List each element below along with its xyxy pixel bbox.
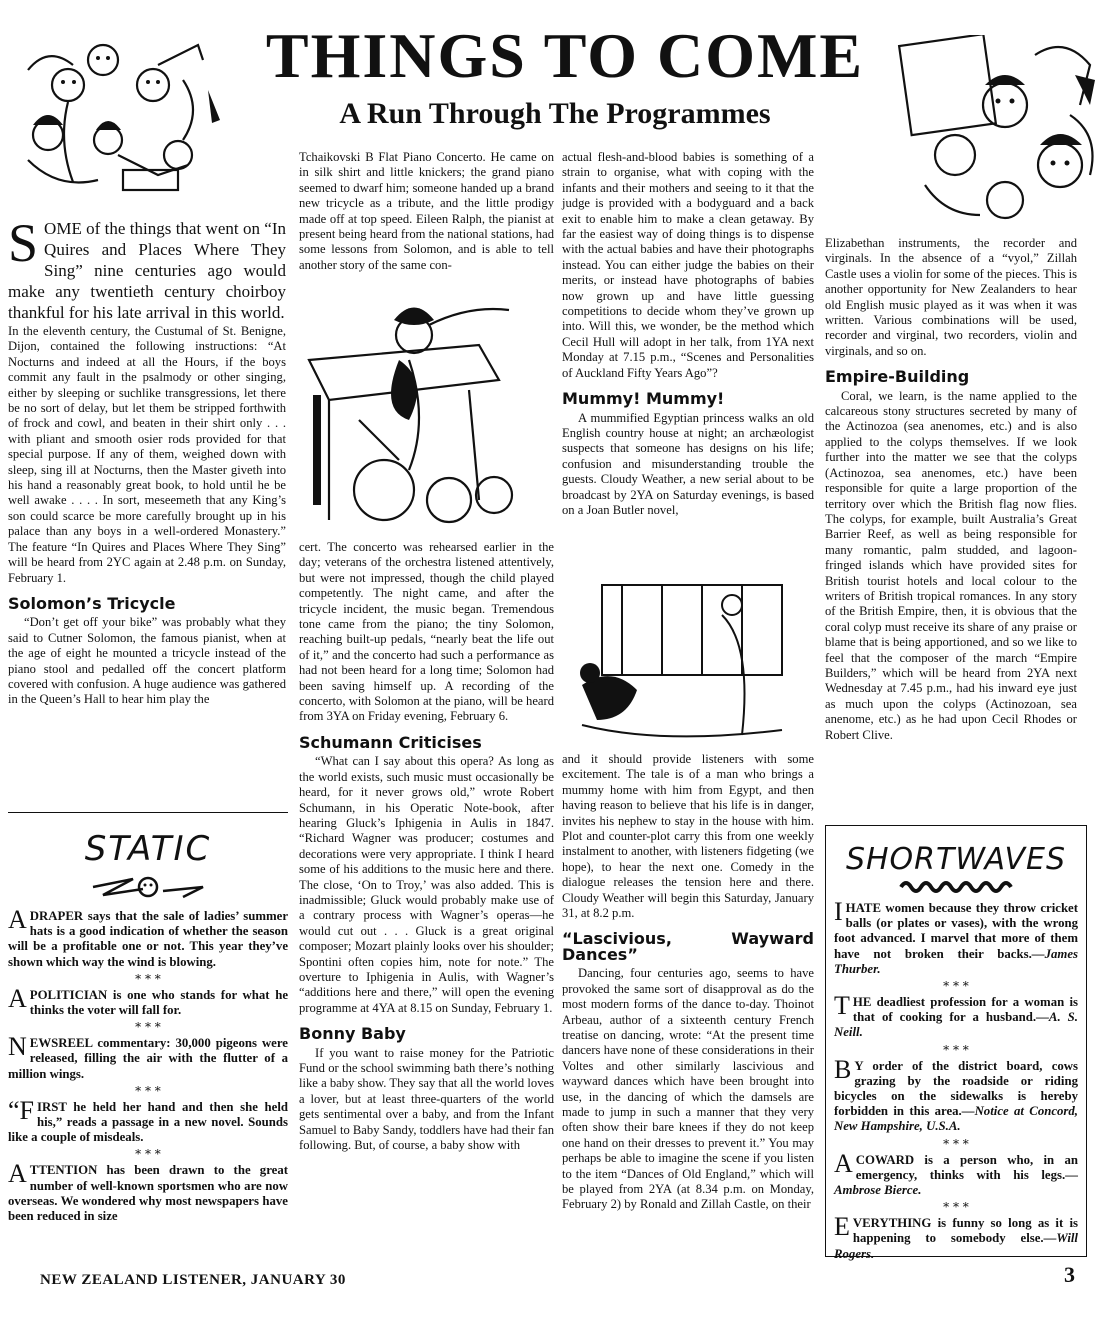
shortwaves-item xyxy=(834,991,1078,1041)
shortwaves-item xyxy=(834,1054,1079,1135)
bonny-baby-paragraph: If you want to raise money for the Patriotic Fund or the school swimming bath there’s nothing like a baby show. They say that all the world loves a lover, but at least three-quarters of the world gets sentimental over a baby, and from the Infant Samuel to Baby Sandy, toddlers have had their fan following. But, of course, a baby show with xyxy=(299,1045,554,1153)
shortwaves-item-attribution: —Ambrose Bierce. xyxy=(834,1167,1078,1198)
drop-cap: S xyxy=(8,213,39,273)
page-subtitle: A Run Through The Programmes xyxy=(339,97,771,130)
shortwaves-item-text: HE deadliest profession for a woman is that of cooking for a husband. xyxy=(852,995,1078,1025)
shortwaves-item-text: HATE women because they throw cricket balls (or plates or vases), with the wrong foot advanced. I marvel that more of them have not broken their backs. xyxy=(834,901,1078,961)
custumal-paragraph: In the eleventh century, the Custumal of St. Benigne, Dijon, contained the following instructions: “At Nocturns and indeed at all the Hours, if the boys commit any fault in the psalmody or other singing, either by sleeping or suchlike transgressions, let there be no sort of delay, but let them be stripped forthwith of frock and cowl, and beaten in their shirt only . . . with pliant and smooth osier rods provided for that special purpose. If any of them, weighed down with sleep, sing ill at Nocturns, then the Master giveth into his hand a reasonably great book, to hold until he be well awake . . . . In sort, meseemeth that any King’s son could scarce be more carefully brought up in his palace than any boys in a well-ordered Monastery.” The feature “In Quires and Places Where They Sing” will be heard from 2YC again at 2.48 p.m. on Sunday, February 1. xyxy=(8,324,286,585)
shortwaves-item-attribution: —James Thurber. xyxy=(834,946,1078,976)
shortwaves-item-text: VERYTHING is funny so long as it is happening to somebody else. xyxy=(852,1216,1078,1246)
shortwaves-item-initial: A xyxy=(834,1148,853,1178)
static-item xyxy=(8,1032,288,1082)
shortwaves-item-initial: I xyxy=(834,897,843,926)
static-separator: * * * xyxy=(135,1147,161,1162)
dances-paragraph: Dancing, four centuries ago, seems to have provoked the same sort of disapproval as do the most modern forms of the dance to-day. Thoinot Arbeau, author of a sixteenth century French treatise on dancing, wrote: “At the present time dancers have none of these considerations in their Voltes and other similarly lascivious and wayward dances which have been brought into use, in the dancing of which the damsels are made to jump in such a manner that they very often show their bare knees if they do not keep one hand on their dresses to prevent it.” You may perhaps be able to imagine the scene if you listen to the item “Dances of Old England,” which will be played from 2YA (at 8.34 p.m. on Monday, February 2) by Ronald and Zillah Castle, on their xyxy=(562,966,814,1212)
static-item-text: EWSREEL commentary: 30,000 pigeons were released, filling the air with the flutter of a million wings. xyxy=(8,1036,288,1081)
shortwaves-item-initial: B xyxy=(834,1054,852,1084)
static-item-text: IRST he held her hand and then she held his,” reads a passage in a new novel. Sounds like a couple of misdeals. xyxy=(8,1099,288,1145)
musicians-illustration xyxy=(8,30,233,195)
static-separator: * * * xyxy=(135,1083,161,1098)
mummy-illustration xyxy=(562,575,814,747)
shortwaves-items xyxy=(826,897,1086,1262)
static-item xyxy=(8,1095,288,1146)
shortwaves-separator: * * * xyxy=(943,1042,969,1057)
shortwaves-item-initial: E xyxy=(834,1212,850,1242)
static-item xyxy=(8,1159,288,1224)
page-number: 3 xyxy=(1064,1262,1075,1287)
instruments-paragraph: Elizabethan instruments, the recorder and virginals. In the absence of a “vyol,” Zillah Castle uses a violin for some of the pieces. This is another opportunity for New Zealanders to hear old English music played as it was when it was written. Various combinations will be used, recorder and virginal, two recorders, violin and virginals, and so on. xyxy=(825,236,1077,358)
solomon-paragraph: “Don’t get off your bike” was probably what they said to Cutner Solomon, the famous pianist, when at the age of eight he mounted a tricycle instead of the piano stool and pedalled off the concert platform covered with confusion. A huge audience was gathered in the Queen’s Hall to hear him play the xyxy=(8,615,286,707)
static-item-text: TTENTION has been drawn to the great number of well-known sportsmen who are now overseas. We wondered why most newspapers have been reduced in size xyxy=(8,1163,288,1224)
column-3-bottom xyxy=(562,752,814,1213)
publication-footer: NEW ZEALAND LISTENER, JANUARY 30 xyxy=(40,1272,346,1288)
empire-heading: Empire-Building xyxy=(825,367,970,387)
shortwaves-item-attribution: —Notice at Concord, New Hampshire, U.S.A. xyxy=(834,1104,1079,1134)
static-separator: * * * xyxy=(135,1020,161,1035)
shortwaves-box xyxy=(825,825,1087,1261)
static-item-text: POLITICIAN is one who stands for what he thinks the voter will fall for. xyxy=(29,987,288,1018)
static-item xyxy=(8,983,288,1018)
babies-paragraph: actual flesh-and-blood babies is something of a strain to organise, what with coping with the infants and their mothers and seeing to it that the judge is provided with a bodyguard and a back exit to enable him to make a clean getaway. By far the easiest way of doing things is to dispense with the actual babies and have their photographs instead. You can either judge the babies on their merits, or instead have photographs of babies now grown up and have little guessing competitions to decide whom they’ve grown up into. Will this, we wonder, be the method which Cecil Hull will adopt in her talk, from 1YA next Monday at 7.15 p.m., “Scenes and Personalities of Auckland Fifty Years Ago”? xyxy=(562,150,814,380)
shortwaves-separator: * * * xyxy=(943,979,969,994)
bonny-baby-heading: Bonny Baby xyxy=(299,1024,406,1044)
shortwaves-item-attribution: —A. S. Neill. xyxy=(834,1010,1078,1040)
pianist-illustration xyxy=(299,300,554,535)
static-item xyxy=(8,905,288,970)
static-logo xyxy=(8,869,288,907)
page-title: THINGS TO COME xyxy=(265,20,865,91)
faces-illustration xyxy=(885,35,1110,230)
shortwaves-item-text: Y order of the district board, cows grazing by the roadside or riding bicycles on the sidewalks is hereby forbidden in this area. xyxy=(834,1058,1078,1119)
shortwaves-title: SHORTWAVES xyxy=(845,842,1067,877)
shortwaves-separator: * * * xyxy=(943,1200,969,1215)
shortwaves-item-initial: T xyxy=(834,991,850,1021)
static-item-text: DRAPER says that the sale of ladies’ summer hats is a good indication of whether the season will be a profitable one or not. This year they’ve shown which way the wind is blowing. xyxy=(8,909,288,969)
static-item-initial: N xyxy=(8,1032,27,1062)
tchaikovski-paragraph: Tchaikovski B Flat Piano Concerto. He came on in silk shirt and little knickers; the grand piano seemed to dwarf him; someone handed up a brand new tricycle as a tribute, and the little prodigy made off at top speed. Eileen Ralph, the pianist at present being heard from the national stations, had some lessons from Solomon, and is able to tell another story of the same con- xyxy=(299,150,554,272)
column-3-top xyxy=(562,150,814,518)
mummy-paragraph: A mummified Egyptian princess walks an old English country house at night; an archæologist suspects that someone has designs on his life; confusion and misunderstanding trouble the guests. Cloudy Weather, a new serial about to be broadcast by 2YA on Saturday evenings, is based on a Joan Butler novel, xyxy=(562,410,814,517)
column-2-middle xyxy=(299,540,554,1153)
solomon-heading: Solomon’s Tricycle xyxy=(8,593,176,613)
column-4 xyxy=(825,236,1077,743)
column-1 xyxy=(8,213,286,708)
static-title: STATIC xyxy=(84,829,212,869)
static-items xyxy=(8,905,288,1224)
static-item-initial: A xyxy=(8,1159,27,1189)
static-box xyxy=(8,812,288,1233)
shortwaves-item xyxy=(834,1212,1078,1262)
wave-icon xyxy=(826,877,1086,899)
dances-heading: “Lascivious, Wayward Dances” xyxy=(562,929,814,964)
lead-paragraph: OME of the things that went on “In Quires and Places Where They Sing” nine centuries ago would make any twentieth century choirboy thankful for his late arrival in this world. xyxy=(8,219,286,322)
concert-paragraph: cert. The concerto was rehearsed earlier in the day; veterans of the orchestra listened attentively, but were not impressed, though the child played competently. The night came, and after the tricycle incident, the music began. Tremendous tone came from the piano; the tiny Solomon, reaching built-up pedals, “nearly beat the life out of it,” and the concerto had such a performance as had not been heard for a long time; Solomon had been saving himself up. A recording of the concerto, with Solomon at the piano, will be heard from 3YA on Friday evening, February 6. xyxy=(299,540,554,724)
static-item-initial: “F xyxy=(8,1095,34,1125)
schumann-paragraph: “What can I say about this opera? As long as the world exists, such music must occasionally be heard, for it never grows old,” wrote Robert Schumann, in his Operatic Note-book, after hearing Gluck’s Iphigenia in Aulis in 1847. “Richard Wagner was producer; costumes and decorations were very appropriate. I think I heard some of his additions to the music here and there. The close, ‘On to Troy,’ was also added. This is inadmissible; Gluck would probably make use of a contrary process with Wagner’s operas—he would cut out . . . Gluck is a great original composer; Mozart plainly looks over his shoulder; Spontini often copies him, note for note.” The overture to Iphigenia in Aulis, with Wagner’s “additions here and there,” will open the evening programme at 4YA at 8.15 on Sunday, February 1. xyxy=(299,754,554,1015)
static-item-initial: A xyxy=(8,983,27,1013)
shortwaves-item xyxy=(834,897,1078,977)
column-2-top xyxy=(299,150,554,273)
mummy-continued-paragraph: and it should provide listeners with some excitement. The tale is of a man who brings a mummy home with him from Egypt, and then having reason to believe that his life is in danger, invites his nephew to stay in the house with him. Plot and counter-plot carry this from one weekly instalment to another, with listeners fidgeting (we hope), to hear the next one. Comedy in the dialogue releases the tension here and there. Cloudy Weather will begin this Saturday, January 31, at 8.2 p.m. xyxy=(562,752,814,921)
schumann-heading: Schumann Criticises xyxy=(299,732,482,752)
empire-paragraph: Coral, we learn, is the name applied to the calcareous stony structures secreted by many of the Actinozoa (sea anenomes, etc.) and is also applied to the colyps themselves. If we look further into the matter we see that the colyps (Actinozoa, sea anenomes, etc.) have been responsible for quite a large proportion of the territory over which the British flag now flies. The colyps, for example, built Australia’s Great Barrier Reef, as well as being responsible for many romantic, palm studded, and lagoon-fringed islands which have provided sites for British tourist hotels and local colour to the writers of British tropical romances. In any story of the British Empire, then, it is obvious that the coral colyp must receive its share of any praise or blame that is being apportioned, and so we like to feel that the composer of the march “Empire Builders,” which will be heard from 2YA next Wednesday at 7.45 p.m., had his inward eye just as much upon the colyps (Actinozoan, sea anenome, etc.) as he had upon Cecil Rhodes or Robert Clive. xyxy=(825,388,1077,742)
mummy-heading: Mummy! Mummy! xyxy=(562,389,725,409)
shortwaves-item-attribution: —Will Rogers. xyxy=(834,1231,1078,1261)
shortwaves-item-text: COWARD is a person who, in an emergency, thinks with his legs. xyxy=(855,1152,1078,1182)
shortwaves-item xyxy=(834,1148,1078,1199)
shortwaves-separator: * * * xyxy=(943,1136,969,1151)
static-item-initial: A xyxy=(8,905,27,934)
static-separator: * * * xyxy=(135,971,161,986)
